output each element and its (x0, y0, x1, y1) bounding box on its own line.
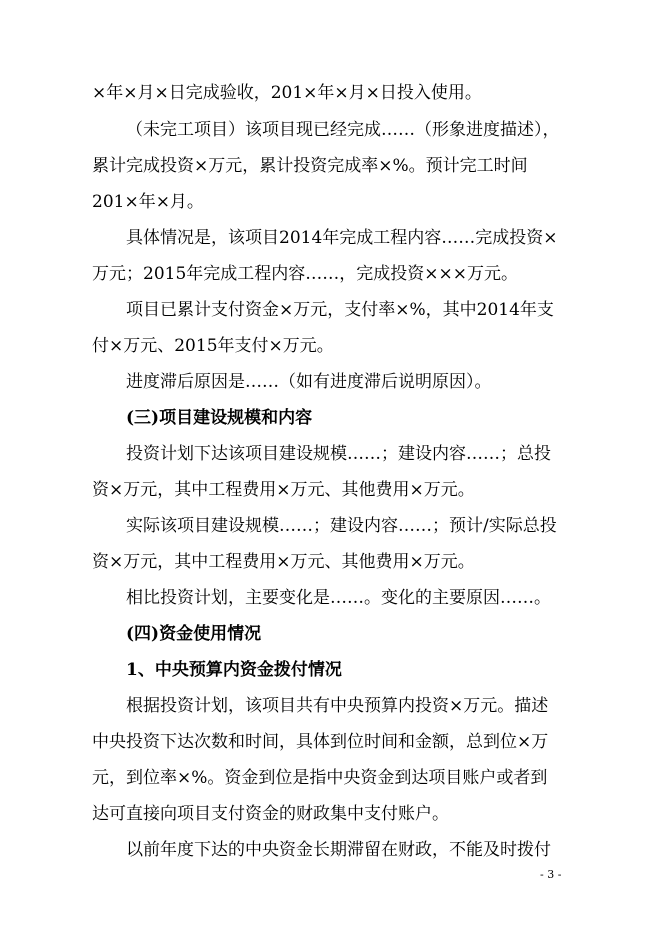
body-line: 投资计划下达该项目建设规模……；建设内容……；总投 (126, 444, 551, 464)
body-line: 元，到位率×%。资金到位是指中央资金到达项目账户或者到 (92, 768, 548, 788)
body-line: ×年×月×日完成验收，201×年×月×日投入使用。 (92, 83, 482, 103)
body-line: 万元；2015年完成工程内容……，完成投资×××万元。 (92, 264, 518, 284)
section-heading: (三)项目建设规模和内容 (126, 408, 313, 428)
body-line: 以前年度下达的中央资金长期滞留在财政，不能及时拨付 (126, 840, 551, 860)
section-heading: (四)资金使用情况 (126, 624, 262, 644)
body-line: 实际该项目建设规模……；建设内容……；预计/实际总投 (126, 516, 557, 536)
body-line: 累计完成投资×万元，累计投资完成率×%。预计完工时间 (92, 156, 528, 176)
body-line: 付×万元、2015年支付×万元。 (92, 336, 334, 356)
subsection-heading: 1、中央预算内资金拨付情况 (126, 660, 342, 680)
page-number: - 3 - (540, 868, 562, 881)
body-line: 具体情况是，该项目2014年完成工程内容……完成投资× (126, 228, 558, 248)
body-line: 中央投资下达次数和时间，具体到位时间和金额，总到位×万 (92, 732, 549, 752)
body-line: 资×万元，其中工程费用×万元、其他费用×万元。 (92, 480, 475, 500)
body-line: 相比投资计划，主要变化是……。变化的主要原因……。 (126, 588, 551, 608)
body-line: 达可直接向项目支付资金的财政集中支付账户。 (92, 804, 449, 824)
body-line: 201×年×月。 (92, 192, 204, 212)
body-line: 根据投资计划，该项目共有中央预算内投资×万元。描述 (126, 696, 549, 716)
body-line: 资×万元，其中工程费用×万元、其他费用×万元。 (92, 552, 475, 572)
body-line: （未完工项目）该项目现已经完成……（形象进度描述）， (126, 120, 560, 140)
body-line: 项目已累计支付资金×万元，支付率×%，其中2014年支 (126, 300, 554, 320)
body-line: 进度滞后原因是……（如有进度滞后说明原因）。 (126, 372, 492, 392)
